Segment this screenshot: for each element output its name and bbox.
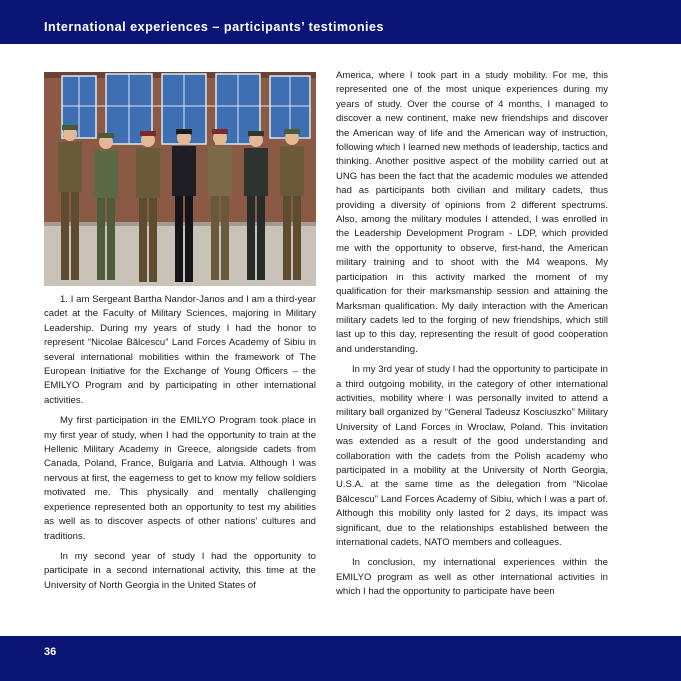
article-column-left xyxy=(44,293,316,593)
paragraph: America, where I took part in a study mobility. For me, this represented one of the most unique experiences during my years of study. Over the course of 4 months, I managed to discover a new continent, make new friendships and discover the American way of life and the American way of instruction, following which I learned new methods of leadership, tactics and thinking. Another positive aspect of the mobility carried out at UNG has been the fact that the academic modules we attended had as participants both civilian and military cadets, thus providing a diversity of opinions from 2 different spectrums. Also, among the military modules I attended, I was enrolled in the Leadership Development Program - LDP, which provided me with the opportunity to observe, first-hand, the American military training and to shoot with the M4 weapons. My participation in this activity marked the moment of my qualification for their marksmanship session and attaining the Marksman qualification. My daily interaction with the American military cadets led to the forging of new friendships, which still last up to this day, representing the result of good cooperation and understanding. xyxy=(336,70,608,355)
article-column-right xyxy=(336,69,608,600)
page-footer-bar xyxy=(0,636,681,681)
group-photo-illustration xyxy=(44,72,316,286)
paragraph: 1. I am Sergeant Bartha Nandor-Janos and I am a third-year cadet at the Faculty of Military Sciences, majoring in Military Leadership. During my years of study I had the honor to represent “Nicolae Bălcescu” Land Forces Academy of Sibiu in several international mobilities within the framework of The European Initiative for the Exchange of Young Officers – the EMILYO Program and by participating in other international activities. xyxy=(44,294,316,406)
paragraph: In conclusion, my international experiences within the EMILYO program as well as other international activities in which I had the opportunity to participate have been xyxy=(336,557,608,598)
paragraph: In my second year of study I had the opportunity to participate in a second international activity, this time at the University of North Georgia in the United States of xyxy=(44,550,316,591)
page-header-bar xyxy=(0,0,681,44)
page-number: 36 xyxy=(44,646,57,658)
paragraph: My first participation in the EMILYO Program took place in my first year of study, when I had the opportunity to train at the Hellenic Military Academy in Greece, alongside cadets from Canada, Poland, France, Bulgaria and Latvia. Although I was nervous at first, the eagerness to get to know my fellow soldiers motivated me. This physically and mentally challenging experience represented both an opportunity to test my abilities as well as to discover aspects of other nations’ cultures and traditions. xyxy=(44,415,316,542)
paragraph: In my 3rd year of study I had the opportunity to participate in a third outgoing mobility, in the category of other international activities, mobility where I was personally invited to attend a military ball organized by “General Tadeusz Kosciuszko” Military University of Land Forces in Wroclaw, Poland. This invitation was extended as a result of the good understanding and collaboration with the cadets from the Polish academy who participated in a mobility at the University of North Georgia, U.S.A. at the same time as the delegation from “Nicolae Bălcescu” Land Forces Academy of Sibiu, which I was a part of. Although this mobility only lasted for 2 days, its impact was significant, due to the relationships established between the international cadets, NATO members and colleagues. xyxy=(336,364,608,548)
group-photo xyxy=(44,72,316,286)
section-title: International experiences – participants’ testimonies xyxy=(44,20,385,34)
